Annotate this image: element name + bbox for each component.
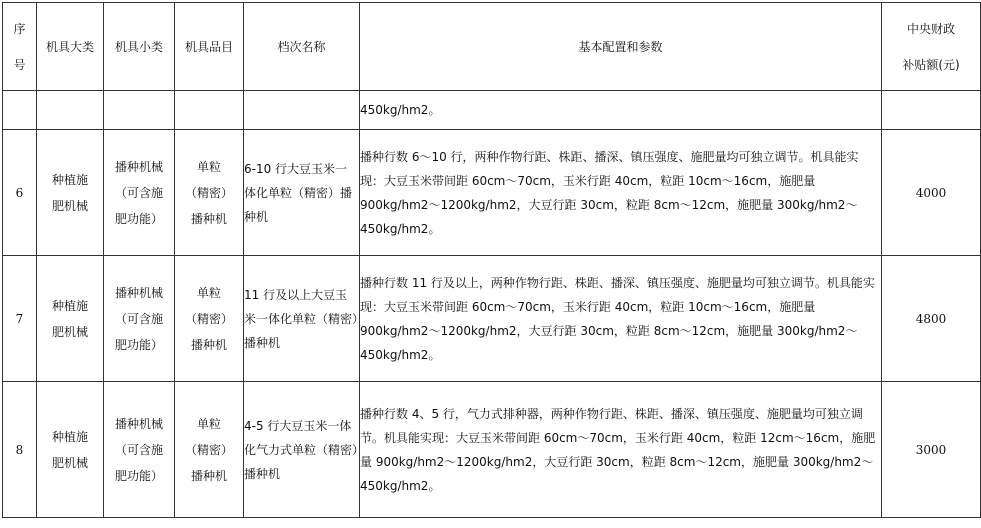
row-subsidy: 4800: [882, 256, 981, 382]
row-subsidy: 3000: [882, 382, 981, 518]
header-tier: 档次名称: [244, 3, 360, 91]
row-spec: 播种行数 11 行及以上，两种作物行距、株距、播深、镇压强度、施肥量均可独立调节。机具能实现：大豆玉米带间距 60cm～70cm，玉米行距 40cm，粒距 10cm～16cm，施肥量 900kg/hm2～1200kg/hm2，大豆行距 30cm，粒距 8cm～12cm，施肥量 300kg/hm2～450kg/hm2。: [360, 256, 882, 382]
row-tier: 11 行及以上大豆玉米一体化单粒（精密）播种机: [244, 256, 360, 382]
table-row: [3, 256, 981, 382]
row-category: 种植施 肥机械: [37, 130, 104, 256]
row-item: 单粒 （精密） 播种机: [175, 256, 244, 382]
table-row: [3, 130, 981, 256]
table-row: [3, 382, 981, 518]
header-subcategory: 机具小类: [104, 3, 175, 91]
row-subcategory: 播种机械 （可含施 肥功能）: [104, 382, 175, 518]
row-subcategory: 播种机械 （可含施 肥功能）: [104, 256, 175, 382]
row-subsidy: 4000: [882, 130, 981, 256]
row-seq: 7: [3, 256, 37, 382]
row-item: 单粒 （精密） 播种机: [175, 382, 244, 518]
row-tier: 6-10 行大豆玉米一体化单粒（精密）播种机: [244, 130, 360, 256]
header-spec: 基本配置和参数: [360, 3, 882, 91]
subsidy-table: [2, 2, 981, 518]
row-spec: 播种行数 4、5 行，气力式排种器，两种作物行距、株距、播深、镇压强度、施肥量均可独立调节。机具能实现：大豆玉米带间距 60cm～70cm，玉米行距 40cm，粒距 12cm～16cm，施肥量 900kg/hm2～1200kg/hm2，大豆行距 30cm，粒距 8cm～12cm，施肥量 300kg/hm2～450kg/hm2。: [360, 382, 882, 518]
continuation-spec: 450kg/hm2。: [360, 91, 882, 130]
header-subsidy: 中央财政 补贴额(元): [882, 3, 981, 91]
header-item: 机具品目: [175, 3, 244, 91]
row-tier: 4-5 行大豆玉米一体化气力式单粒（精密）播种机: [244, 382, 360, 518]
continuation-row: [3, 91, 981, 130]
row-seq: 8: [3, 382, 37, 518]
row-item: 单粒 （精密） 播种机: [175, 130, 244, 256]
header-row: [3, 3, 981, 91]
row-spec: 播种行数 6～10 行，两种作物行距、株距、播深、镇压强度、施肥量均可独立调节。机具能实现：大豆玉米带间距 60cm～70cm，玉米行距 40cm，粒距 10cm～16cm，施肥量 900kg/hm2～1200kg/hm2，大豆行距 30cm，粒距 8cm～12cm，施肥量 300kg/hm2～450kg/hm2。: [360, 130, 882, 256]
row-category: 种植施 肥机械: [37, 256, 104, 382]
row-seq: 6: [3, 130, 37, 256]
row-category: 种植施 肥机械: [37, 382, 104, 518]
header-seq: 序 号: [3, 3, 37, 91]
row-subcategory: 播种机械 （可含施 肥功能）: [104, 130, 175, 256]
header-category: 机具大类: [37, 3, 104, 91]
